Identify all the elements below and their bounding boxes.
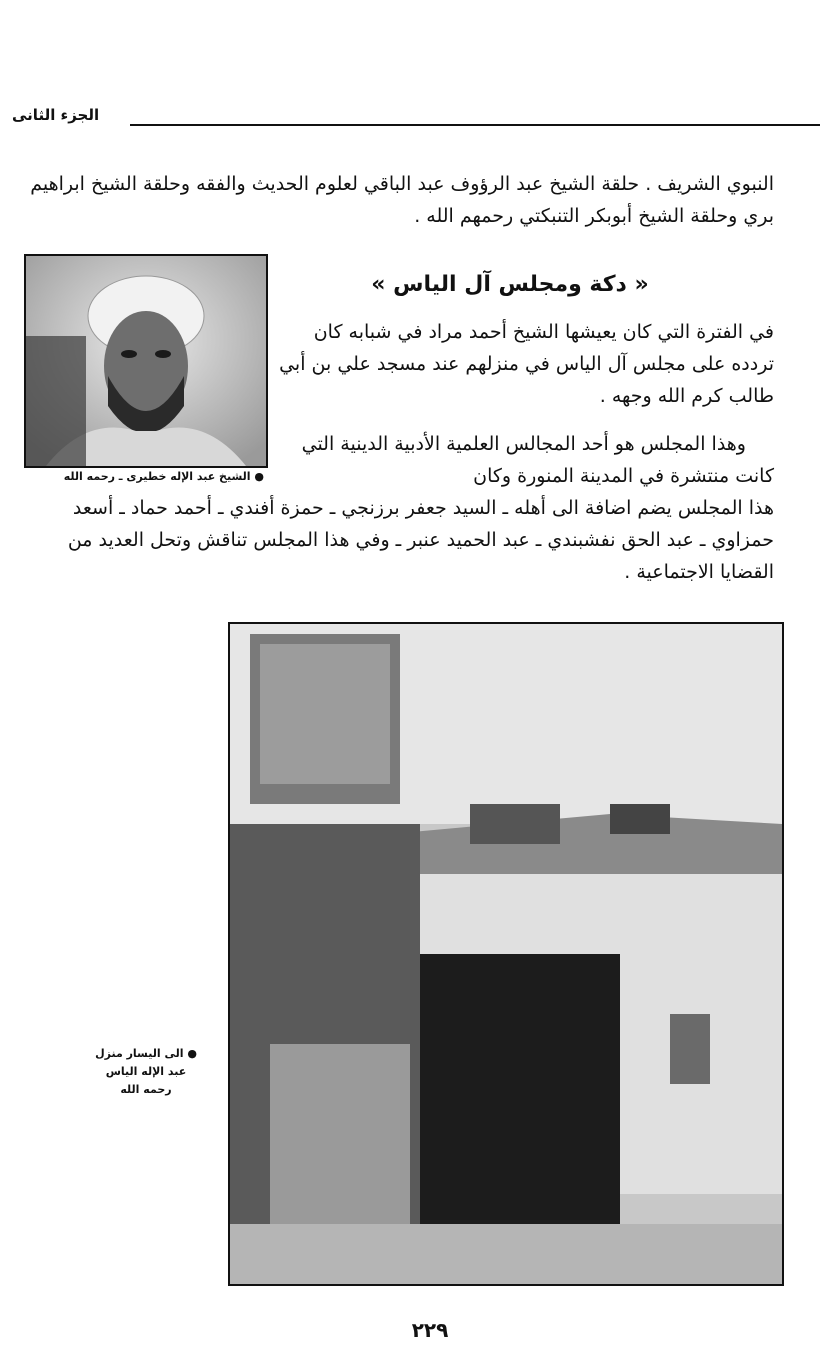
portrait-photo	[24, 254, 268, 468]
section-title: « دكة ومجلس آل الياس »	[371, 272, 649, 297]
page-number: ٢٢٩	[411, 1318, 449, 1342]
house-caption-line-2: عبد الإله الياس	[105, 1065, 187, 1078]
house-caption-line-3: رحمه الله	[120, 1083, 172, 1096]
portrait-caption: ● الشيخ عبد الإله خطيرى ـ رحمه الله	[63, 470, 264, 483]
header-rule	[130, 124, 820, 126]
house-caption-line-1: ● الى اليسار منزل	[95, 1047, 197, 1060]
paragraph-2-end: هذا المجلس يضم اضافة الى أهله ـ السيد جعفر برزنجي ـ حمزة أفندي ـ أحمد حماد ـ أسعد حمزاوي ـ عبد الحق نفشبندي ـ عبد الحميد عنبر ـ وفي هذا المجلس تناقش وتحل العديد من القضايا الاجتماعية .	[67, 497, 774, 583]
paragraph-1: في الفترة التي كان يعيشها الشيخ أحمد مراد في شبابه كان تردده على مجلس آل الياس في منزلهم عند مسجد علي بن أبي طالب كرم الله وجهه .	[279, 321, 774, 407]
house-photo	[228, 622, 784, 1286]
house-caption	[86, 1045, 206, 1099]
intro-paragraph: النبوي الشريف . حلقة الشيخ عبد الرؤوف عبد الباقي لعلوم الحديث والفقه وحلقة الشيخ ابراهيم بري وحلقة الشيخ أبوبكر التنبكتي رحمهم الله .	[30, 173, 774, 227]
paragraph-2-start: وهذا المجلس هو أحد المجالس العلمية الأدبية الدينية التي كانت منتشرة في المدينة المنورة وكان	[301, 433, 774, 487]
running-header: الجزء الثانى	[12, 106, 100, 124]
